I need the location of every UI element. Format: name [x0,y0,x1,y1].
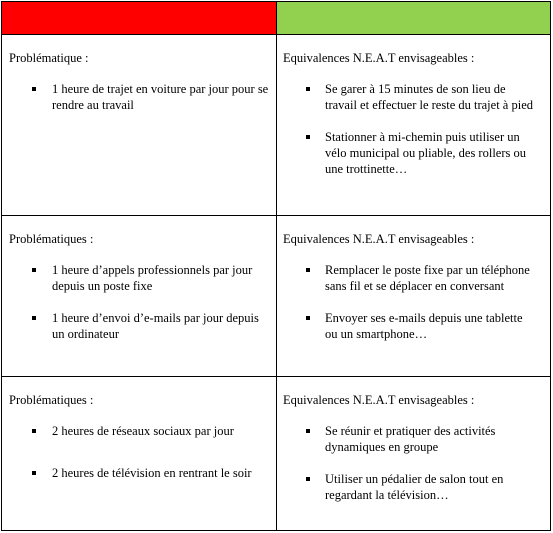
list-item-text: 1 heure de trajet en voiture par jour pour se rendre au travail [52,82,269,113]
bullet-icon [306,429,310,433]
header-row [2,2,551,35]
table-row [2,215,551,377]
list-item [9,81,270,113]
bullet-icon [306,477,310,481]
list-item-text: 2 heures de réseaux sociaux par jour [52,424,234,439]
list-item-text: Utiliser un pédalier de salon tout en regardant la télévision… [325,472,504,503]
problem-title: Problématique : [9,51,89,66]
list-item-text: Remplacer le poste fixe par un téléphone sans fil et se déplacer en conversant [325,262,530,293]
table-row [2,377,551,531]
solution-cell [277,377,551,531]
problem-list [9,423,270,481]
solution-list [283,423,538,503]
bullet-icon [32,316,36,320]
bullet-icon [32,87,36,91]
solution-list [283,262,538,342]
list-item [283,81,538,113]
problem-cell [2,377,277,531]
neat-table [1,1,551,531]
solution-list [283,81,538,177]
bullet-icon [32,429,36,433]
problem-cell [2,215,277,377]
list-item [9,310,270,342]
list-item [283,129,538,177]
bullet-icon [306,316,310,320]
solution-cell [277,215,551,377]
list-item [283,423,538,455]
list-item [9,465,270,481]
list-item-text: 1 heure d’envoi d’e-mails par jour depuis un ordinateur [52,310,259,341]
problem-list [9,262,270,342]
problem-title: Problématiques : [9,231,94,246]
problem-cell [2,35,277,216]
table-row [2,35,551,216]
list-item-text: Se réunir et pratiquer des activités dynamiques en groupe [325,424,496,455]
solution-cell [277,35,551,216]
solution-title: Equivalences N.E.A.T envisageables : [283,393,475,408]
bullet-icon [32,268,36,272]
list-item [283,262,538,294]
solution-title: Equivalences N.E.A.T envisageables : [283,231,475,246]
header-green-cell [277,2,551,35]
bullet-icon [306,268,310,272]
list-item [9,262,270,294]
bullet-icon [32,471,36,475]
list-item [283,310,538,342]
problem-list [9,81,270,113]
list-item-text: Envoyer ses e-mails depuis une tablette ou un smartphone… [325,310,523,341]
list-item-text: Se garer à 15 minutes de son lieu de travail et effectuer le reste du trajet à pied [325,82,533,113]
solution-title: Equivalences N.E.A.T envisageables : [283,51,475,66]
bullet-icon [306,87,310,91]
bullet-icon [306,135,310,139]
list-item [9,423,270,439]
list-item [283,471,538,503]
list-item-text: 2 heures de télévision en rentrant le soir [52,466,252,481]
list-item-text: Stationner à mi-chemin puis utiliser un vélo municipal ou pliable, des rollers ou une trottinette… [325,130,526,177]
problem-title: Problématiques : [9,393,94,408]
list-item-text: 1 heure d’appels professionnels par jour depuis un poste fixe [52,262,253,293]
header-red-cell [2,2,277,35]
